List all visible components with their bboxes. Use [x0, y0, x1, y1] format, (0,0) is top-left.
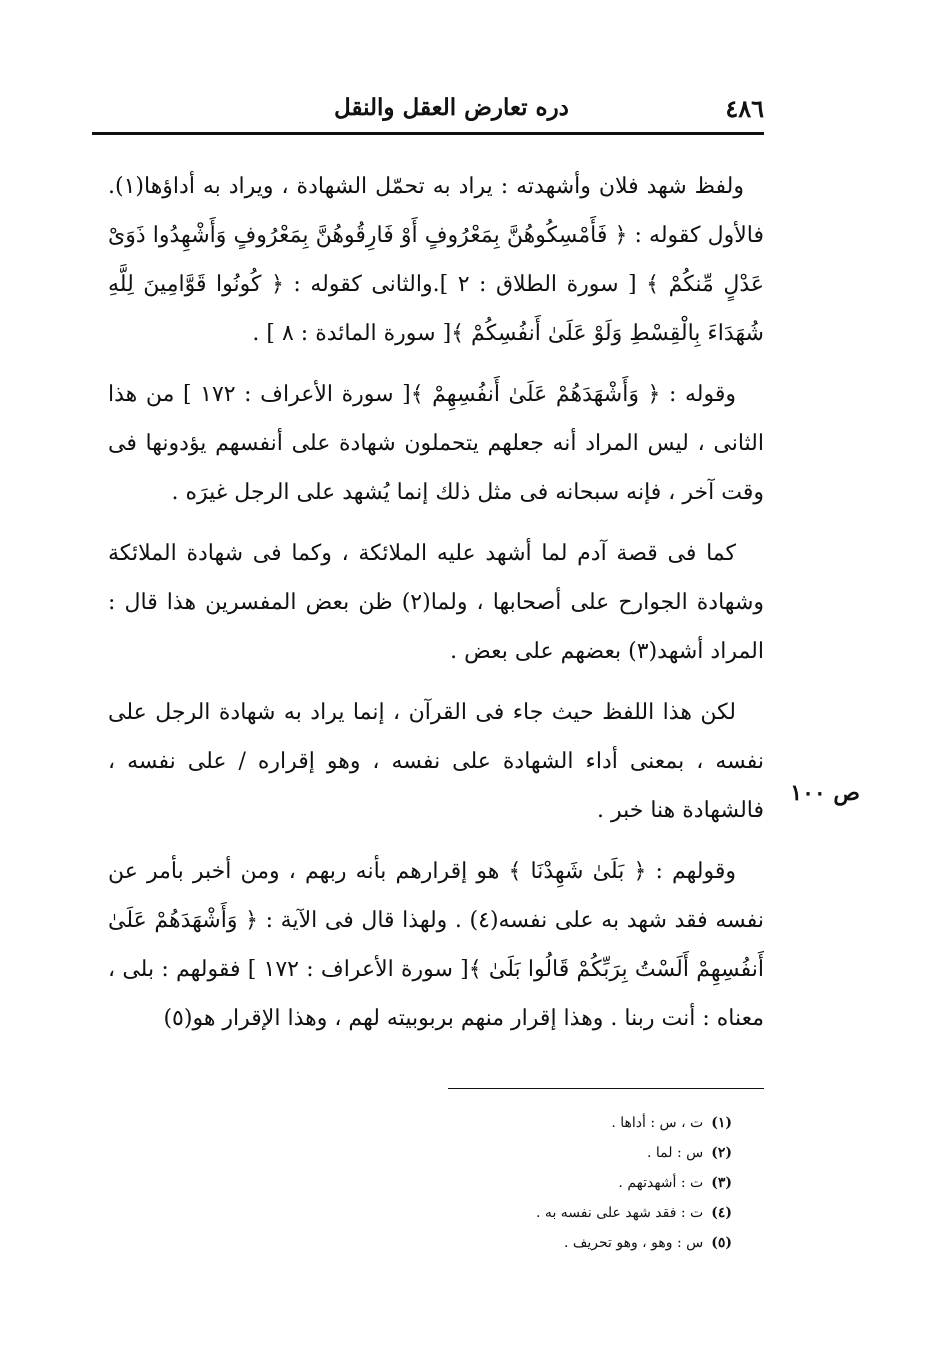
footnote-3: [300, 1168, 732, 1198]
footnote-text: س : لما .: [646, 1145, 704, 1161]
footnote-text: ت ، س : أداها .: [611, 1115, 704, 1131]
page-header: [92, 92, 764, 132]
footnote-4: [300, 1198, 732, 1228]
footnote-text: ت : فقد شهد على نفسه به .: [536, 1205, 704, 1221]
header-rule: [92, 132, 764, 135]
main-text: [108, 162, 764, 1055]
footnote-text: س : وهو ، وهو تحريف .: [563, 1235, 704, 1251]
footnote-number: (٥): [711, 1235, 732, 1251]
paragraph-2: وقوله : ﴿ وَأَشْهَدَهُمْ عَلَىٰ أَنفُسِهِمْ ﴾[ سورة الأعراف : ١٧٢ ] من هذا الثانى ، ليس المراد أنه جعلهم يتحملون شهادة على أنفسهم يؤدونها فى وقت آخر ، فإنه سبحانه فى مثل ذلك إنما يُشهد على الرجل غيرَه .: [108, 382, 764, 505]
footnote-number: (٣): [711, 1175, 732, 1191]
footnote-rule: [448, 1088, 764, 1089]
paragraph-5: وقولهم : ﴿ بَلَىٰ شَهِدْنَا ﴾ هو إقرارهم بأنه ربهم ، ومن أخبر بأمر عن نفسه فقد شهد به على نفسه(٤) . ولهذا قال فى الآية : ﴿ وَأَشْهَدَهُمْ عَلَىٰ أَنفُسِهِمْ أَلَسْتُ بِرَبِّكُمْ قَالُوا بَلَىٰ ﴾[ سورة الأعراف : ١٧٢ ] فقولهم : بلى ، معناه : أنت ربنا . وهذا إقرار منهم بربوبيته لهم ، وهذا الإقرار هو(٥): [108, 859, 764, 1031]
paragraph-1: ولفظ شهد فلان وأشهدته : يراد به تحمّل الشهادة ، ويراد به أداؤها(١). فالأول كقوله : ﴿ فَأَمْسِكُوهُنَّ بِمَعْرُوفٍ أَوْ فَارِقُوهُنَّ بِمَعْرُوفٍ وَأَشْهِدُوا ذَوَىْ عَدْلٍ مِّنكُمْ ﴾ [ سورة الطلاق : ٢ ].والثانى كقوله : ﴿ كُونُوا قَوَّامِينَ لِلَّهِ شُهَدَاءَ بِالْقِسْطِ وَلَوْ عَلَىٰ أَنفُسِكُمْ ﴾[ سورة المائدة : ٨ ] .: [108, 174, 764, 346]
page-number: ٤٨٦: [725, 94, 764, 123]
footnote-5: [300, 1228, 732, 1258]
running-title: دره تعارض العقل والنقل: [334, 94, 569, 121]
footnote-number: (١): [711, 1115, 732, 1131]
footnote-1: [300, 1108, 732, 1138]
paragraph-3: كما فى قصة آدم لما أشهد عليه الملائكة ، وكما فى شهادة الملائكة وشهادة الجوارح على أصحابها ، ولما(٢) ظن بعض المفسرين هذا قال : المراد أشهد(٣) بعضهم على بعض .: [108, 541, 764, 664]
footnote-number: (٤): [711, 1205, 732, 1221]
footnotes: [300, 1108, 732, 1258]
paragraph-4: لكن هذا اللفظ حيث جاء فى القرآن ، إنما يراد به شهادة الرجل على نفسه ، بمعنى أداء الشهادة على نفسه ، وهو إقراره / على نفسه ، فالشهادة هنا خبر .: [108, 700, 764, 823]
footnote-text: ت : أشهدتهم .: [618, 1175, 704, 1191]
margin-page-reference: ص ١٠٠: [790, 780, 860, 806]
footnote-number: (٢): [711, 1145, 732, 1161]
footnote-2: [300, 1138, 732, 1168]
